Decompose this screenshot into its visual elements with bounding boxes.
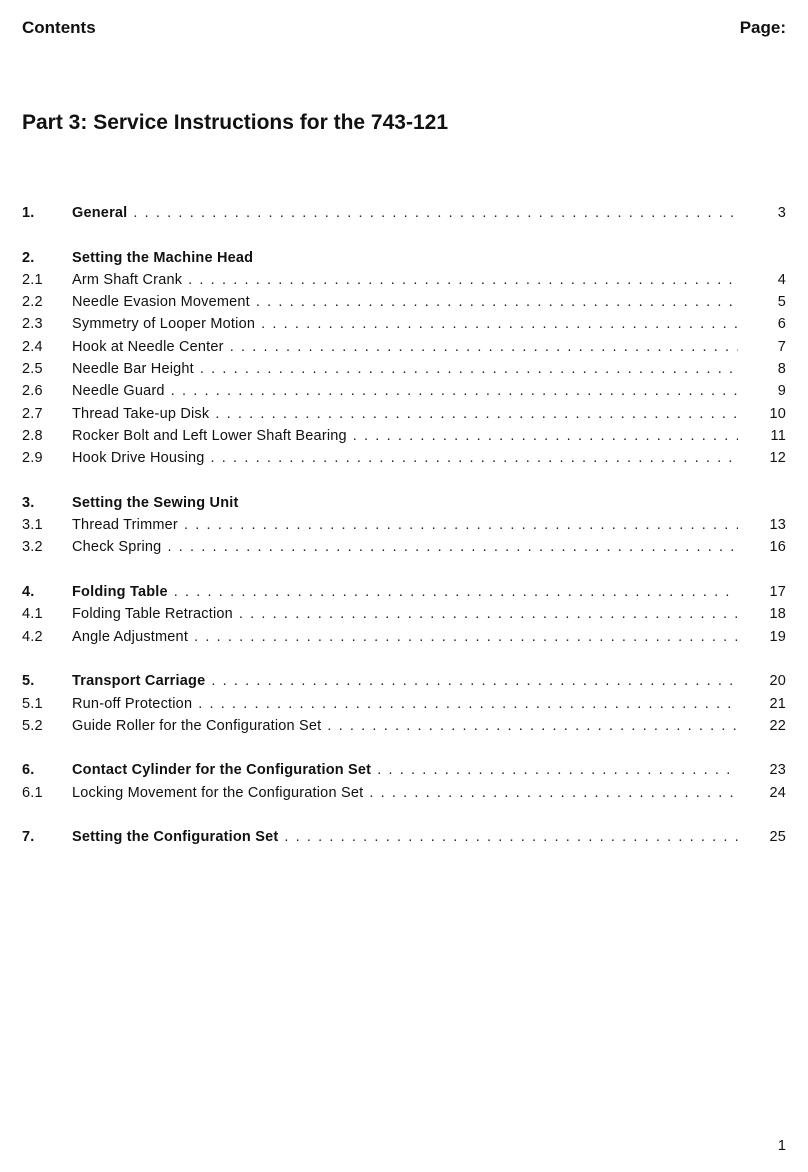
toc-dot-leader <box>224 336 738 358</box>
toc-dot-leader <box>363 782 738 804</box>
toc-entry[interactable] <box>22 759 786 781</box>
toc-dot-leader <box>178 514 738 536</box>
toc-dot-leader <box>205 670 738 692</box>
toc-entry-number: 2.5 <box>22 361 43 378</box>
toc-entry-page: 17 <box>769 584 786 601</box>
toc-entry-title: Setting the Configuration Set <box>72 829 279 846</box>
toc-entry[interactable] <box>22 492 786 514</box>
toc-entry-number: 6.1 <box>22 784 43 801</box>
toc-entry[interactable] <box>22 514 786 536</box>
toc-entry-title: Setting the Machine Head <box>72 249 254 266</box>
toc-dot-leader <box>182 269 738 291</box>
toc-entry-page: 3 <box>777 205 786 221</box>
toc-entry-page: 23 <box>769 762 786 779</box>
toc-entry-number: 2.4 <box>22 338 43 355</box>
toc-entry[interactable] <box>22 336 786 358</box>
toc-entry-page: 11 <box>770 427 786 444</box>
toc-entry-number: 2. <box>22 249 35 266</box>
toc-entry-page: 9 <box>777 383 786 400</box>
toc-entry-title: Arm Shaft Crank <box>72 271 183 288</box>
toc-entry[interactable] <box>22 603 786 625</box>
toc-entry-title: Transport Carriage <box>72 673 206 690</box>
toc-dot-leader <box>209 403 738 425</box>
toc-entry-title: General <box>72 205 128 221</box>
toc-entry-title: Check Spring <box>72 539 162 556</box>
toc-dot-leader <box>255 313 738 335</box>
toc-entry-number: 3.2 <box>22 539 43 556</box>
toc-entry-number: 2.1 <box>22 271 43 288</box>
toc-dot-leader <box>192 693 738 715</box>
toc-entry-title: Thread Trimmer <box>72 517 178 534</box>
toc-entry-page: 5 <box>777 294 786 311</box>
header-contents-label: Contents <box>22 18 96 37</box>
toc-entry[interactable] <box>22 581 786 603</box>
toc-entry-number: 2.8 <box>22 427 43 444</box>
toc-dot-leader <box>127 202 738 224</box>
toc-dot-leader <box>233 603 738 625</box>
toc-entry-page: 4 <box>777 271 786 288</box>
toc-entry-page: 13 <box>769 517 786 534</box>
table-of-contents <box>22 202 786 849</box>
toc-entry-title: Symmetry of Looper Motion <box>72 316 256 333</box>
toc-dot-leader <box>371 759 738 781</box>
toc-entry-page: 18 <box>769 606 786 623</box>
toc-entry-number: 3. <box>22 494 35 511</box>
header-page-label: Page: <box>739 18 786 37</box>
toc-entry[interactable] <box>22 291 786 313</box>
toc-entry-number: 2.2 <box>22 294 43 311</box>
toc-entry-title: Hook Drive Housing <box>72 450 205 467</box>
toc-entry-number: 6. <box>22 762 35 779</box>
toc-entry-title: Contact Cylinder for the Configuration Set <box>72 762 372 779</box>
toc-entry[interactable] <box>22 626 786 648</box>
toc-entry-number: 2.6 <box>22 383 43 400</box>
toc-entry-title: Setting the Sewing Unit <box>72 494 239 511</box>
toc-entry-page: 24 <box>769 784 786 801</box>
toc-entry-title: Rocker Bolt and Left Lower Shaft Bearing <box>72 427 347 444</box>
toc-entry-page: 22 <box>769 717 786 734</box>
toc-entry-title: Folding Table Retraction <box>72 606 233 623</box>
toc-entry-page: 10 <box>769 405 786 422</box>
toc-entry-page: 19 <box>769 628 786 645</box>
toc-entry-page: 16 <box>769 539 786 556</box>
toc-entry-page: 20 <box>769 673 786 690</box>
toc-entry-number: 2.3 <box>22 316 43 333</box>
toc-entry[interactable] <box>22 693 786 715</box>
toc-entry-title: Run-off Protection <box>72 695 193 712</box>
toc-entry-number: 2.7 <box>22 405 43 422</box>
toc-entry-page: 12 <box>769 450 786 467</box>
toc-dot-leader <box>188 626 738 648</box>
toc-entry-number: 5.2 <box>22 717 43 734</box>
toc-entry[interactable] <box>22 358 786 380</box>
toc-entry[interactable] <box>22 826 786 848</box>
toc-entry-title: Angle Adjustment <box>72 628 189 645</box>
toc-dot-leader <box>321 715 738 737</box>
toc-entry-title: Needle Bar Height <box>72 361 194 378</box>
toc-dot-leader <box>250 291 738 313</box>
toc-entry[interactable] <box>22 447 786 469</box>
toc-entry-page: 25 <box>769 829 786 846</box>
toc-entry-page: 21 <box>769 695 786 712</box>
toc-entry-number: 2.9 <box>22 450 43 467</box>
toc-entry-number: 4. <box>22 584 35 601</box>
toc-entry[interactable] <box>22 670 786 692</box>
toc-entry-title: Hook at Needle Center <box>72 338 224 355</box>
toc-entry-title: Guide Roller for the Configuration Set <box>72 717 322 734</box>
toc-entry-number: 4.2 <box>22 628 43 645</box>
toc-entry[interactable] <box>22 403 786 425</box>
toc-entry[interactable] <box>22 269 786 291</box>
toc-dot-leader <box>168 581 738 603</box>
toc-entry[interactable] <box>22 425 786 447</box>
toc-dot-leader <box>161 536 738 558</box>
toc-entry[interactable] <box>22 202 786 224</box>
toc-entry-number: 7. <box>22 829 35 846</box>
toc-entry-number: 5.1 <box>22 695 43 712</box>
toc-entry-title: Locking Movement for the Configuration Set <box>72 784 364 801</box>
toc-entry[interactable] <box>22 380 786 402</box>
toc-entry-page: 6 <box>777 316 786 333</box>
toc-dot-leader <box>347 425 738 447</box>
toc-entry-number: 4.1 <box>22 606 43 623</box>
toc-entry[interactable] <box>22 313 786 335</box>
toc-entry[interactable] <box>22 247 786 269</box>
toc-entry-title: Needle Guard <box>72 383 165 400</box>
toc-entry[interactable] <box>22 782 786 804</box>
toc-entry[interactable] <box>22 536 786 558</box>
toc-entry-page: 8 <box>777 361 786 378</box>
toc-entry-number: 3.1 <box>22 517 43 534</box>
toc-entry-page: 7 <box>777 338 786 355</box>
toc-entry-number: 5. <box>22 673 35 690</box>
part-title: Part 3: Service Instructions for the 743-121 <box>22 111 448 134</box>
toc-dot-leader <box>194 358 738 380</box>
toc-entry-title: Folding Table <box>72 584 168 601</box>
toc-dot-leader <box>278 826 738 848</box>
toc-dot-leader <box>165 380 738 402</box>
toc-entry-title: Needle Evasion Movement <box>72 294 250 311</box>
toc-entry[interactable] <box>22 715 786 737</box>
page-number: 1 <box>777 1138 786 1154</box>
toc-entry-title: Thread Take-up Disk <box>72 405 210 422</box>
toc-entry-number: 1. <box>22 205 35 221</box>
toc-dot-leader <box>205 447 738 469</box>
